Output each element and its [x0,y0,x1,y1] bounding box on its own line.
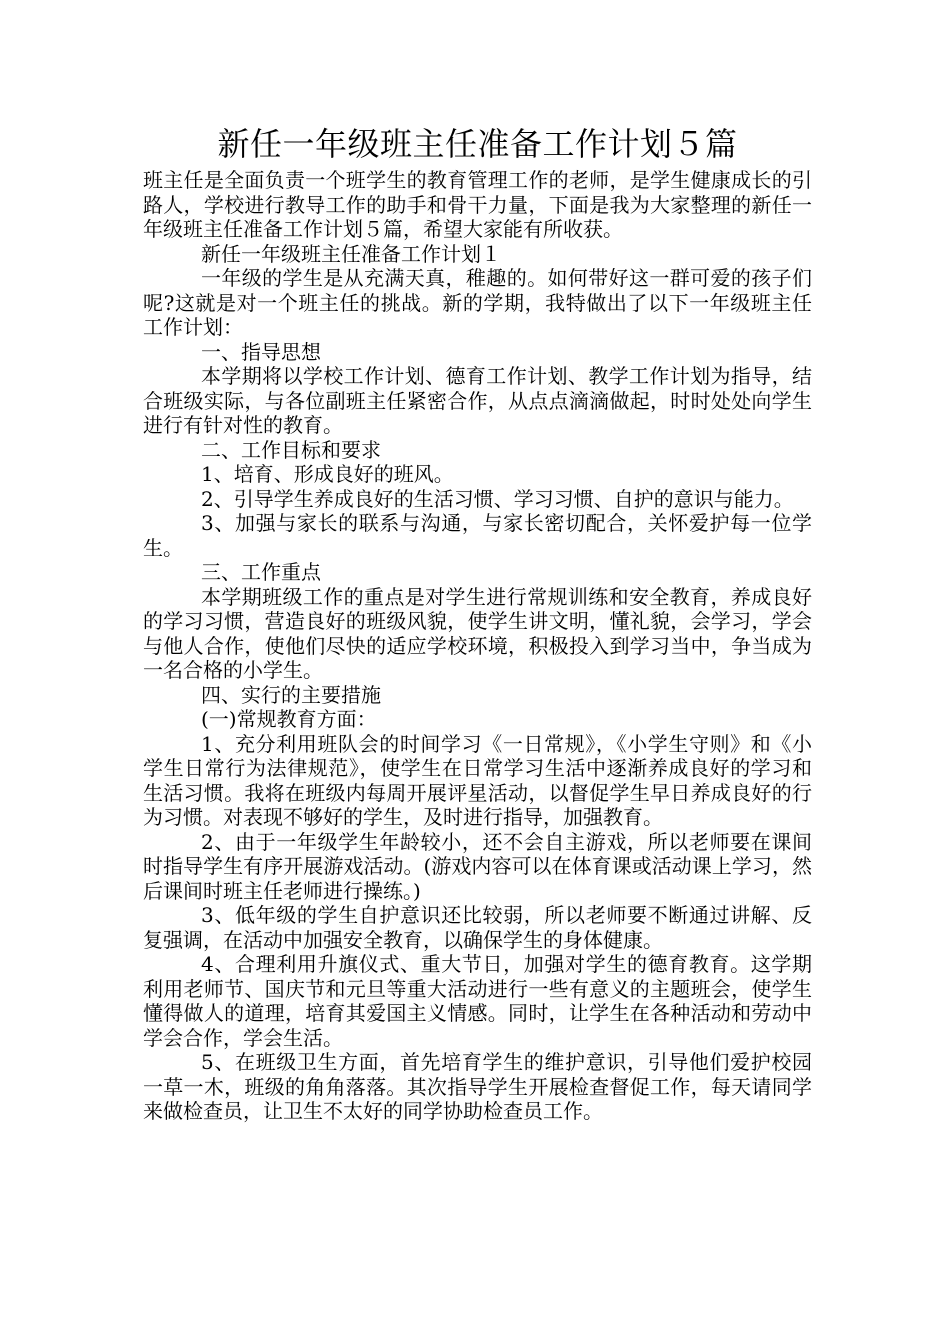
body-paragraph: 2、引导学生养成良好的生活习惯、学习习惯、自护的意识与能力。 [201,486,794,511]
body-paragraph: 本学期将以学校工作计划、德育工作计划、教学工作计划为指导，结合班级实际，与各位副班主任紧密合作，从点点滴滴做起，时时处处向学生进行有针对性的教育。 [143,364,812,437]
body-paragraph: 3、加强与家长的联系与沟通，与家长密切配合，关怀爱护每一位学生。 [143,511,812,560]
body-paragraph: 新任一年级班主任准备工作计划１ [201,241,501,266]
body-paragraph: 1、培育、形成良好的班风。 [201,462,454,486]
document-body [143,168,812,1124]
body-paragraph: 三、工作重点 [201,560,321,584]
body-paragraph: 二、工作目标和要求 [201,437,381,462]
body-paragraph: 一年级的学生是从充满天真，稚趣的。如何带好这一群可爱的孩子们呢?这就是对一个班主任的挑战。新的学期，我特做出了以下一年级班主任工作计划： [143,266,812,339]
body-paragraph: 四、实行的主要措施 [201,682,381,707]
body-paragraph: 3、低年级的学生自护意识还比较弱，所以老师要不断通过讲解、反复强调，在活动中加强安全教育，以确保学生的身体健康。 [143,903,812,952]
body-paragraph: 1、充分利用班队会的时间学习《一日常规》，《小学生守则》和《小学生日常行为法律规范》，使学生在日常学习生活中逐渐养成良好的学习和生活习惯。我将在班级内每周开展评星活动，以督促学生早日养成良好的行为习惯。对表现不够好的学生，及时进行指导，加强教育。 [143,731,812,829]
body-paragraph: 2、由于一年级学生年龄较小，还不会自主游戏，所以老师要在课间时指导学生有序开展游戏活动。(游戏内容可以在体育课或活动课上学习，然后课间时班主任老师进行操练。) [143,829,812,903]
body-paragraph: 班主任是全面负责一个班学生的教育管理工作的老师，是学生健康成长的引路人，学校进行教导工作的助手和骨干力量，下面是我为大家整理的新任一年级班主任准备工作计划５篇，希望大家能有所收获。 [143,168,812,241]
body-paragraph: 本学期班级工作的重点是对学生进行常规训练和安全教育，养成良好的学习习惯，营造良好的班级风貌，使学生讲文明，懂礼貌，会学习，学会与他人合作，使他们尽快的适应学校环境，积极投入到学习当中，争当成为一名合格的小学生。 [143,584,812,682]
body-paragraph: 5、在班级卫生方面，首先培育学生的维护意识，引导他们爱护校园一草一木，班级的角角落落。其次指导学生开展检查督促工作，每天请同学来做检查员，让卫生不太好的同学协助检查员工作。 [143,1050,812,1123]
body-paragraph: 一、指导思想 [201,339,321,364]
body-paragraph: 4、合理利用升旗仪式、重大节日，加强对学生的德育教育。这学期利用老师节、国庆节和元旦等重大活动进行一些有意义的主题班会，使学生懂得做人的道理，培育其爱国主义情感。同时，让学生在各种活动和劳动中学会合作，学会生活。 [143,952,812,1050]
document-title: 新任一年级班主任准备工作计划５篇 [217,125,738,163]
body-paragraph: (一)常规教育方面： [201,707,377,731]
